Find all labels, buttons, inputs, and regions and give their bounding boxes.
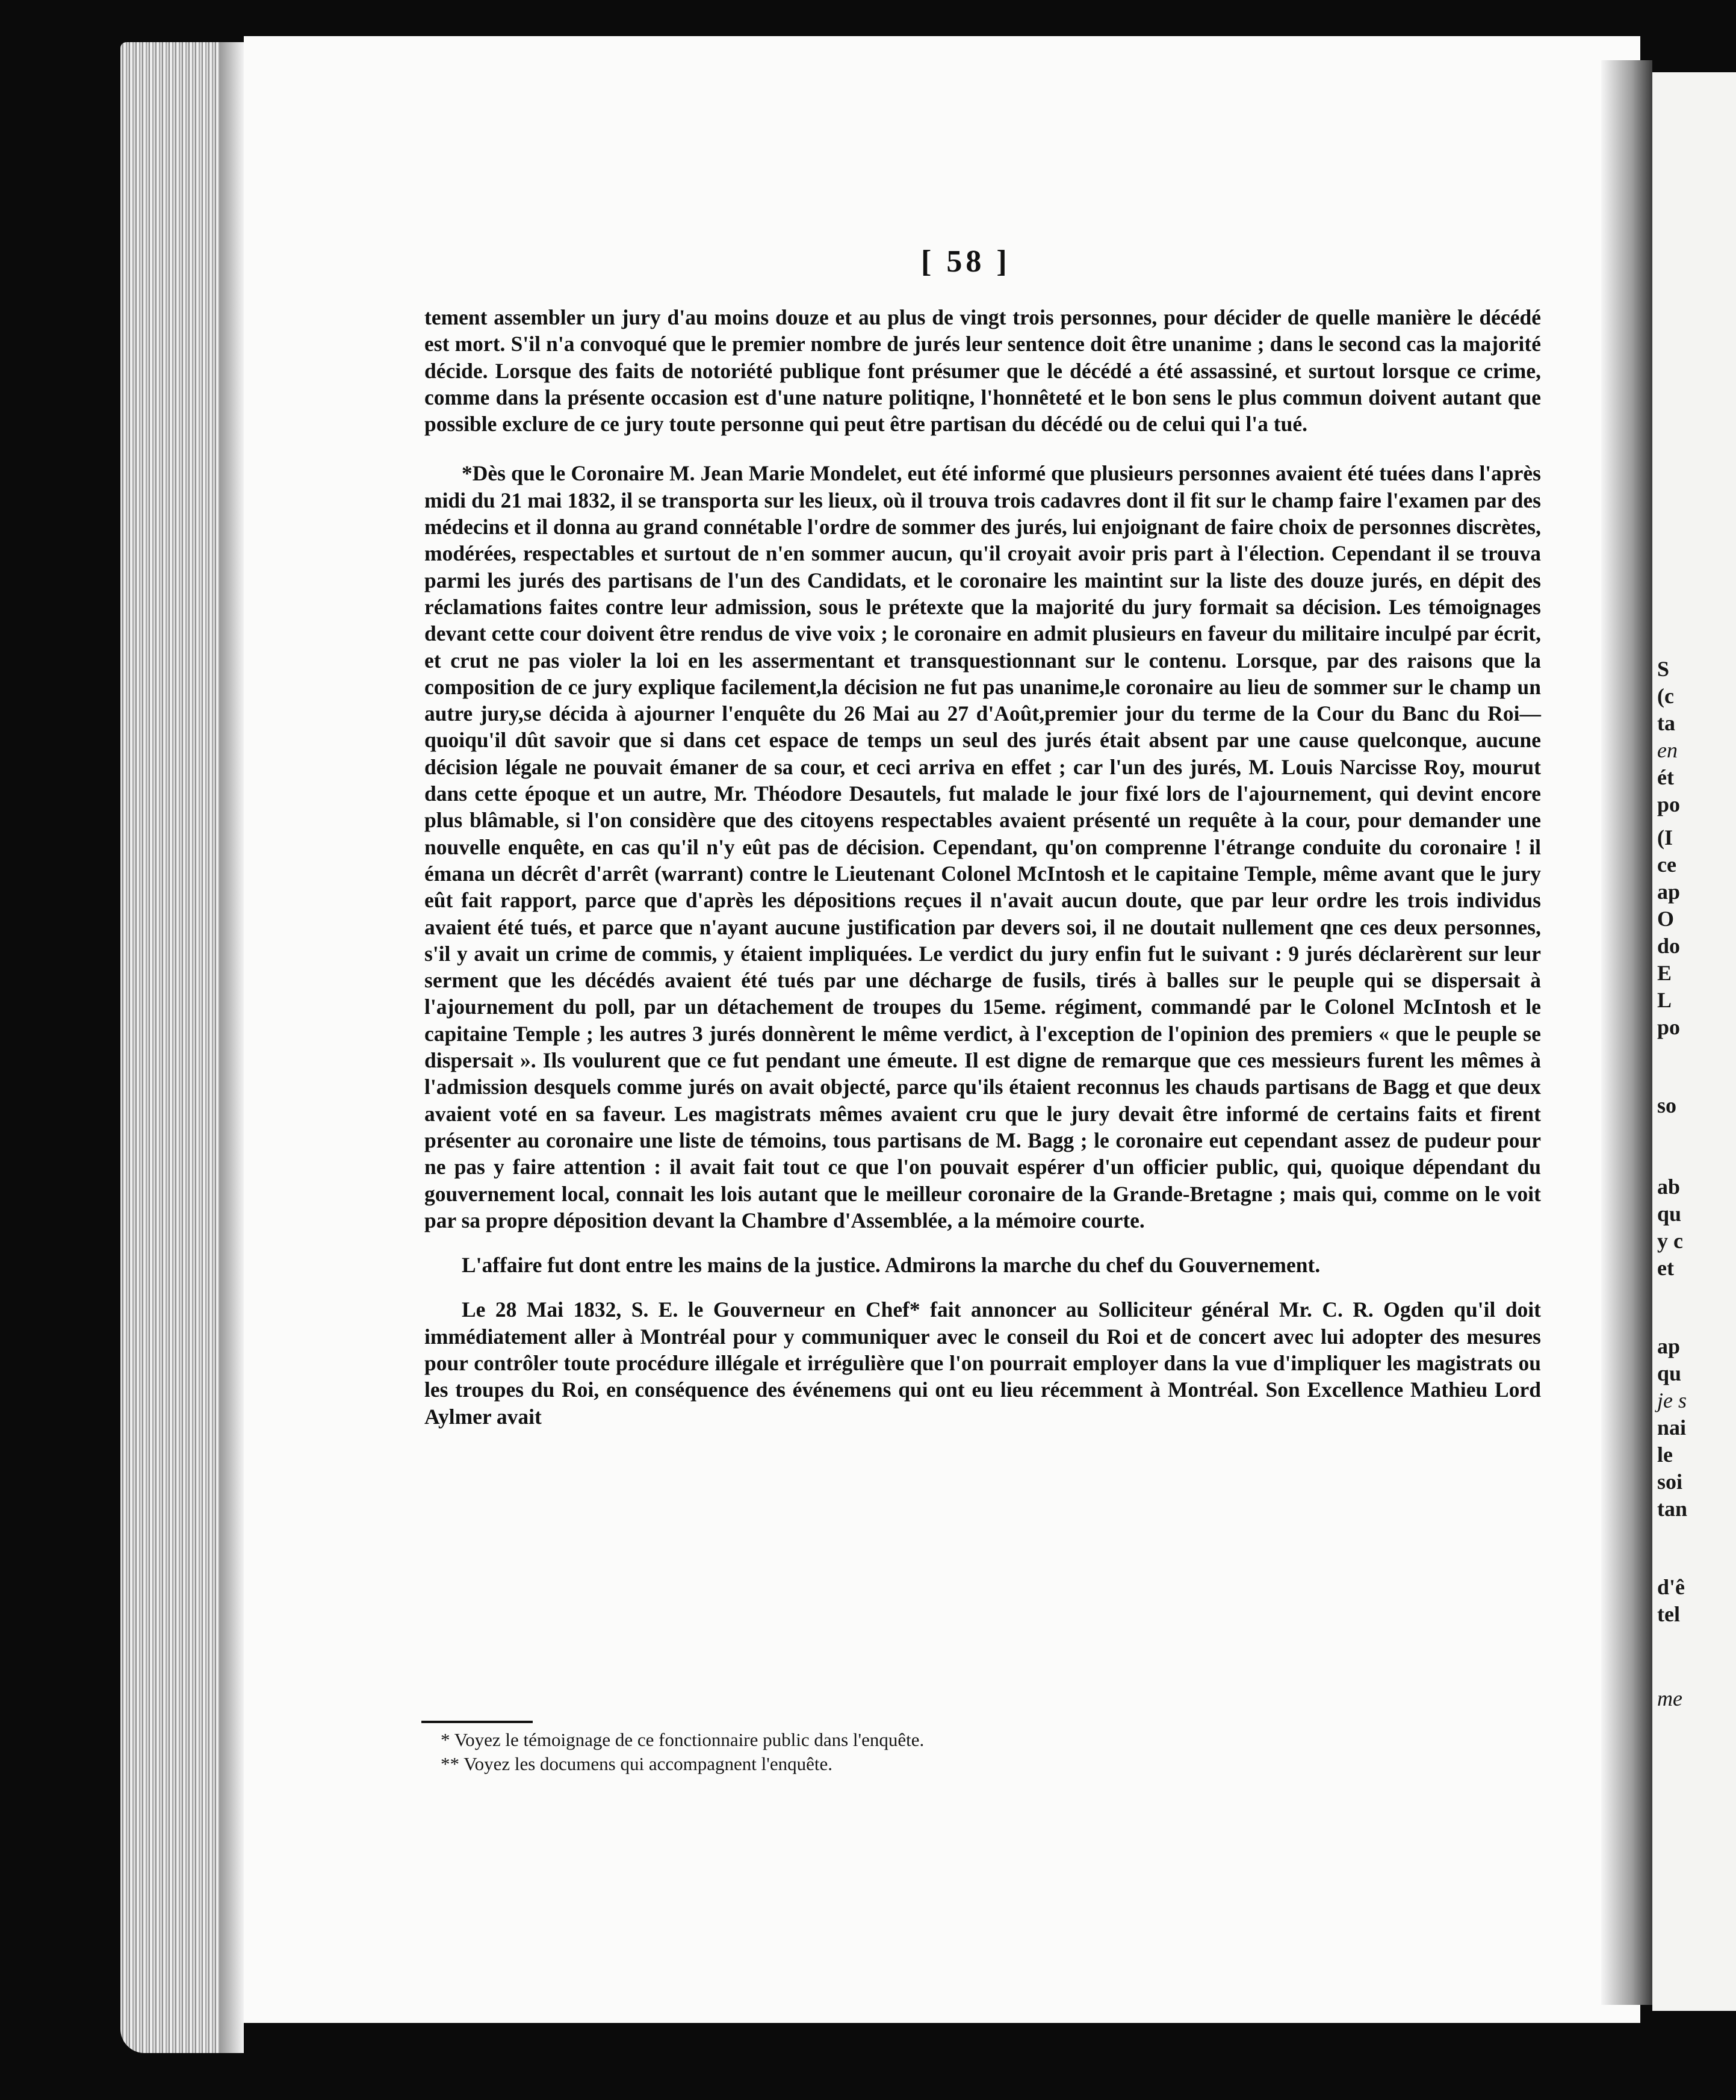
paragraph: L'affaire fut dont entre les mains de la justice. Admirons la marche du chef du Gouvernement.	[462, 1253, 1321, 1278]
right-page-text: po	[1657, 1015, 1681, 1039]
right-page-fragment	[1652, 72, 1736, 2011]
footnote: ** Voyez les documens qui accompagnent l'enquête.	[441, 1753, 832, 1774]
right-page-text: (c	[1657, 684, 1674, 708]
right-page-text: ap	[1657, 1334, 1681, 1358]
right-page-text: E	[1657, 961, 1672, 985]
right-page-text: qu	[1657, 1361, 1682, 1385]
right-page-text: S	[1657, 657, 1670, 681]
right-page-text: d'ê	[1657, 1575, 1685, 1599]
right-page-text: me	[1657, 1686, 1682, 1710]
right-page-text: tel	[1657, 1602, 1680, 1626]
paragraph: *Dès que le Coronaire M. Jean Marie Mondelet, eut été informé que plusieurs personnes avaient été tuées dans l'après midi du 21 mai 1832, il se transporta sur les lieux, où il trouva trois cadavres dont il fit sur le champ faire l'examen par des médecins et il donna au grand connétable l'ordre de sommer des jurés, lui enjoignant de faire choix de personnes discrètes, modérées, respectables et surtout de n'en sommer aucun, qu'il croyait avoir pris part à l'élection. Cependant il se trouva parmi les jurés des partisans de l'un des Candidats, et le coronaire les maintint sur la liste des douze jurés, en dépit des réclamations faites contre leur admission, sous le prétexte que la majorité du jury formait sa décision. Les témoignages devant cette cour doivent être rendus de vive voix ; le coronaire en admit plusieurs en faveur du militaire inculpé par écrit, et crut ne pas violer la loi en les assermentant et transquestionnant sur le contenu. Lorsque, par des raisons que la composition de ce jury explique facilement,la décision ne fut pas unanime,le coronaire au lieu de sommer sur le champ un autre jury,se décida à ajourner l'enquête du 26 Mai au 27 d'Août,premier jour du terme de la Cour du Banc du Roi—quoiqu'il dût savoir que si dans cet espace de temps un seul des jurés était absent par une cause quelconque, aucune décision légale ne pouvait émaner de sa cour, et ceci arriva en effet ; car l'un des jurés, M. Louis Narcisse Roy, mourut dans cette époque et un autre, Mr. Théodore Desautels, fut malade le jour fixé lors de l'ajournement, qui devint encore plus blâmable, si l'on considère que des citoyens respectables avaient présenté un requête à la cour, pour demander une nouvelle enquête, en cas qu'il n'y eût pas de décision. Cependant, qu'on comprenne l'étrange conduite du coronaire ! il émana un décrêt d'arrêt (warrant) contre le Lieutenant Colonel McIntosh et le capitaine Temple, même avant que le jury eût fait rapport, parce que d'après les dépositions reçues il n'avait aucun doute, que par leur ordre les trois individus avaient été tués, et parce que n'ayant aucune justification par devers soi, il ne doutait nullement qne ces deux personnes, s'il y avait un crime de commis, y étaient impliquées. Le verdict du jury enfin fut le suivant : 9 jurés déclarèrent sur leur serment que les décédés avaient été tués par une décharge de fusils, tirés à balles sur le peuple qui se dispersait à l'ajournement du poll, par un détachement de troupes du 15eme. régiment, commandé par le Colonel McIntosh et le capitaine Temple ; les autres 3 jurés donnèrent le même verdict, à l'exception de l'opinion des premiers « que le peuple se dispersait ». Ils voulurent que ce fut pendant une émeute. Il est digne de remarque que ces messieurs furent les mêmes à l'admission desquels comme jurés on avait objecté, parce qu'ils étaient reconnus les chauds partisans de Bagg et que deux avaient voté en sa faveur. Les magistrats mêmes avaient cru que le jury devait être informé de certains faits et firent présenter au coronaire une liste de témoins, tous partisans de M. Bagg ; le coronaire eut cependant assez de pudeur pour ne pas y faire attention : il avait fait tout ce que l'on pouvait espérer d'un officier public, qui, quoique dépendant du gouvernement local, connait les lois autant que le meilleur coronaire de la Grande-Bretagne ; mais qui, comme on le voit par sa propre déposition devant la Chambre d'Assemblée, a la mémoire courte.	[424, 461, 1541, 1232]
right-page-text: ét	[1657, 765, 1674, 789]
right-page-text: O	[1657, 907, 1675, 931]
right-page-text: je s	[1657, 1388, 1687, 1412]
right-page-text: tan	[1657, 1497, 1688, 1521]
right-page-text: ce	[1657, 853, 1676, 877]
right-page-text: po	[1657, 792, 1681, 816]
body-text	[424, 304, 1541, 1430]
right-page-text: ap	[1657, 880, 1681, 904]
paragraph: tement assembler un jury d'au moins douze et au plus de vingt trois personnes, pour décider de quelle manière le décédé est mort. S'il n'a convoqué que le premier nombre de jurés leur sentence doit être unanime ; dans le second cas la majorité décide. Lorsque des faits de notoriété publique font présumer que le décédé a été assassiné, et surtout lorsque ce crime, comme dans la présente occasion est d'une nature politiqne, l'honnêteté et le bon sens le plus commun doivent autant que possible exclure de ce jury toute personne qui peut être partisan du décédé ou de celui qui l'a tué.	[424, 305, 1541, 436]
right-page-text: le	[1657, 1443, 1673, 1467]
page-number: [ 58 ]	[921, 244, 1011, 279]
right-page-text: ta	[1657, 711, 1675, 735]
footnote: * Voyez le témoignage de ce fonctionnaire public dans l'enquête.	[441, 1729, 925, 1750]
right-page-text: do	[1657, 934, 1681, 958]
footnote-rule	[421, 1721, 533, 1723]
right-page-text: soi	[1657, 1470, 1683, 1494]
footnotes	[441, 1728, 924, 1776]
right-page-text: ab	[1657, 1175, 1681, 1199]
right-page-text: nai	[1657, 1415, 1687, 1440]
book-gutter	[1601, 60, 1652, 2005]
paragraph: Le 28 Mai 1832, S. E. le Gouverneur en Chef* fait annoncer au Solliciteur général Mr. C. R. Ogden qu'il doit immédiatement aller à Montréal pour y communiquer avec le conseil du Roi et de concert avec lui adopter des mesures pour contrôler toute procédure illégale et irrégulière que l'on pourrait employer dans la vue d'impliquer les magistrats ou les troupes du Roi, en conséquence des événemens qui ont eu lieu récemment à Montréal. Son Excellence Mathieu Lord Aylmer avait	[424, 1297, 1541, 1429]
right-page-text: et	[1657, 1256, 1674, 1280]
page-edge-shadow	[220, 42, 244, 2053]
right-page-text: en	[1657, 738, 1678, 762]
right-page-text: (I	[1657, 825, 1673, 850]
right-page-text: L	[1657, 988, 1672, 1012]
right-page-text: so	[1657, 1093, 1677, 1117]
book-page-edges	[120, 42, 220, 2053]
right-page-text: qu	[1657, 1202, 1682, 1226]
right-page-text: y c	[1657, 1229, 1683, 1253]
